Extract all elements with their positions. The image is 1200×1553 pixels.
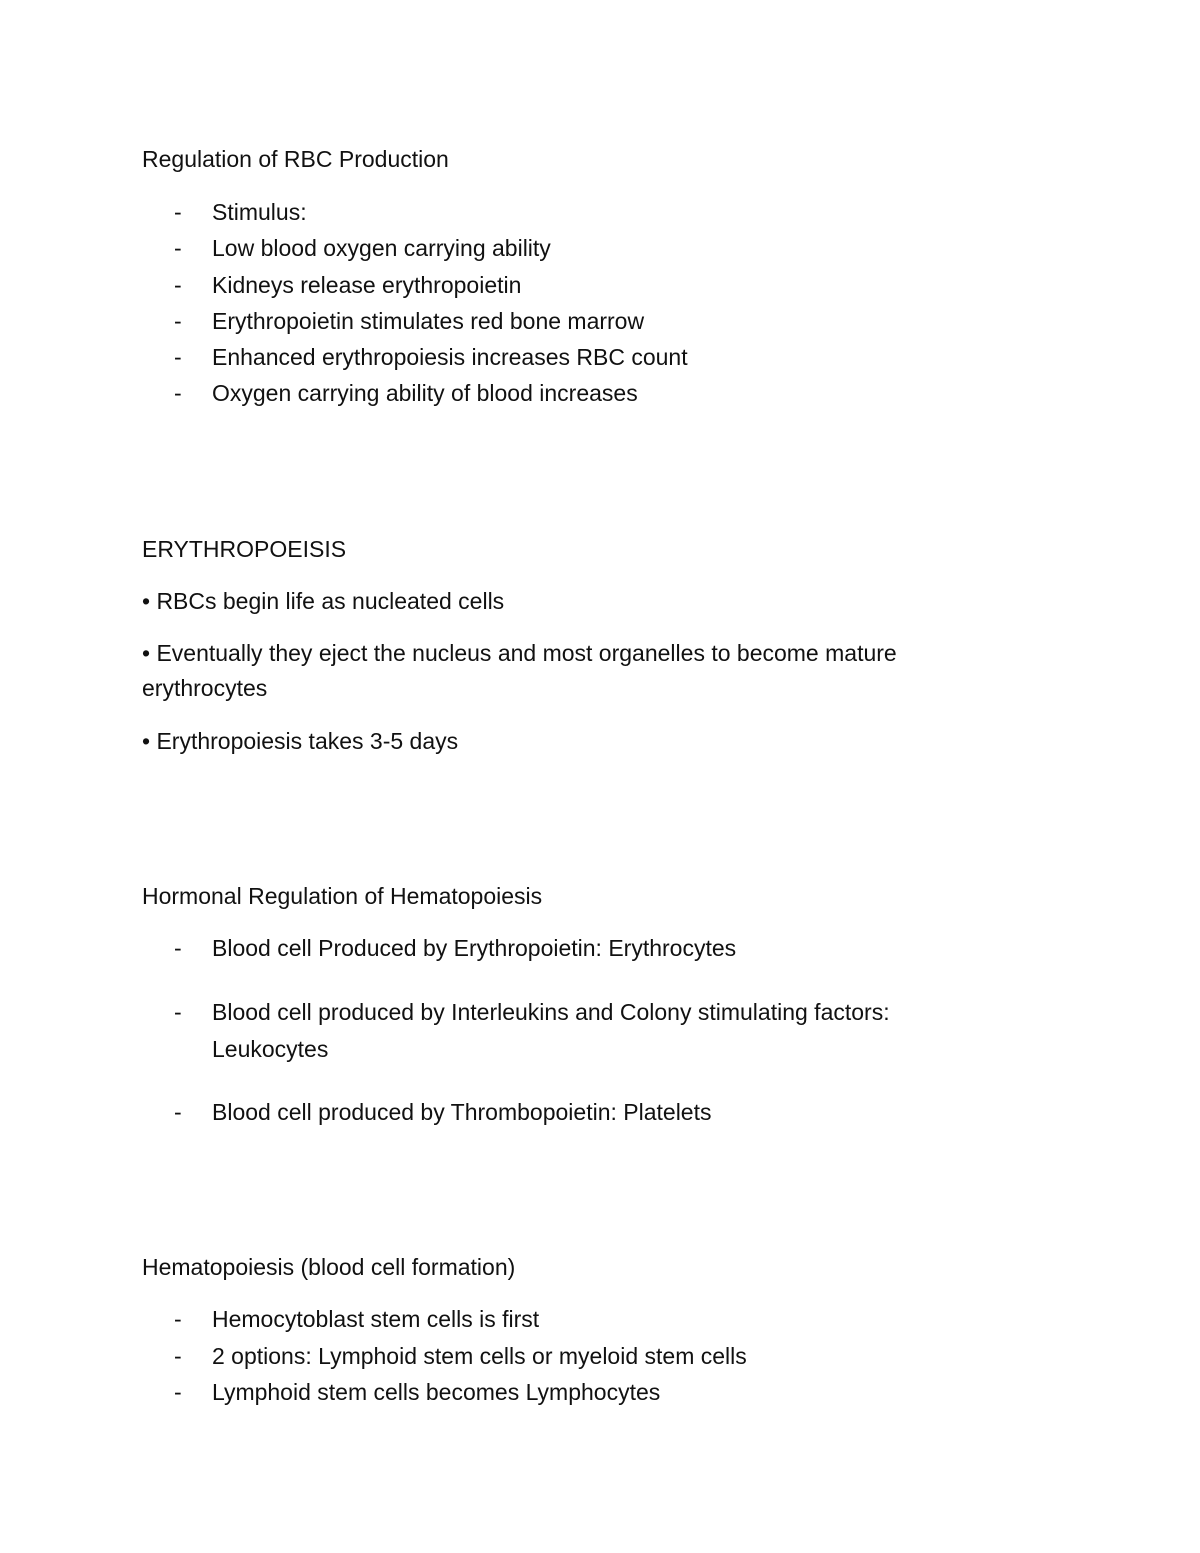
list-dash: - <box>174 344 182 370</box>
list-item: Oxygen carrying ability of blood increases <box>212 380 638 406</box>
list-item-continuation: Leukocytes <box>212 1036 329 1062</box>
list-item: Blood cell Produced by Erythropoietin: Erythrocytes <box>212 935 737 961</box>
list-item: Hemocytoblast stem cells is first <box>212 1306 540 1332</box>
list-dash: - <box>174 1306 182 1332</box>
section-title-hematopoiesis: Hematopoiesis (blood cell formation) <box>142 1254 516 1280</box>
list-item: Kidneys release erythropoietin <box>212 272 522 298</box>
list-dash: - <box>174 308 182 334</box>
list-dash: - <box>174 1343 182 1369</box>
section-title-hormonal-regulation: Hormonal Regulation of Hematopoiesis <box>142 883 543 909</box>
list-item: Blood cell produced by Interleukins and Colony stimulating factors: <box>212 999 890 1025</box>
list-dash: - <box>174 935 182 961</box>
list-dash: - <box>174 1099 182 1125</box>
bullet-item-continuation: erythrocytes <box>142 675 268 701</box>
section-title-erythropoeisis: ERYTHROPOEISIS <box>142 536 347 562</box>
bullet-item: • Eventually they eject the nucleus and most organelles to become mature <box>142 640 897 666</box>
list-item: Enhanced erythropoiesis increases RBC count <box>212 344 688 370</box>
section-title-rbc-regulation: Regulation of RBC Production <box>142 146 449 172</box>
list-item: Stimulus: <box>212 199 307 225</box>
list-item: 2 options: Lymphoid stem cells or myeloid stem cells <box>212 1343 747 1369</box>
list-item: Blood cell produced by Thrombopoietin: Platelets <box>212 1099 712 1125</box>
list-dash: - <box>174 272 182 298</box>
bullet-item: • Erythropoiesis takes 3-5 days <box>142 728 459 754</box>
list-dash: - <box>174 199 182 225</box>
list-item: Low blood oxygen carrying ability <box>212 235 551 261</box>
bullet-item: • RBCs begin life as nucleated cells <box>142 588 505 614</box>
list-dash: - <box>174 380 182 406</box>
list-item: Lymphoid stem cells becomes Lymphocytes <box>212 1379 661 1405</box>
list-item: Erythropoietin stimulates red bone marrow <box>212 308 645 334</box>
list-dash: - <box>174 999 182 1025</box>
list-dash: - <box>174 235 182 261</box>
list-dash: - <box>174 1379 182 1405</box>
